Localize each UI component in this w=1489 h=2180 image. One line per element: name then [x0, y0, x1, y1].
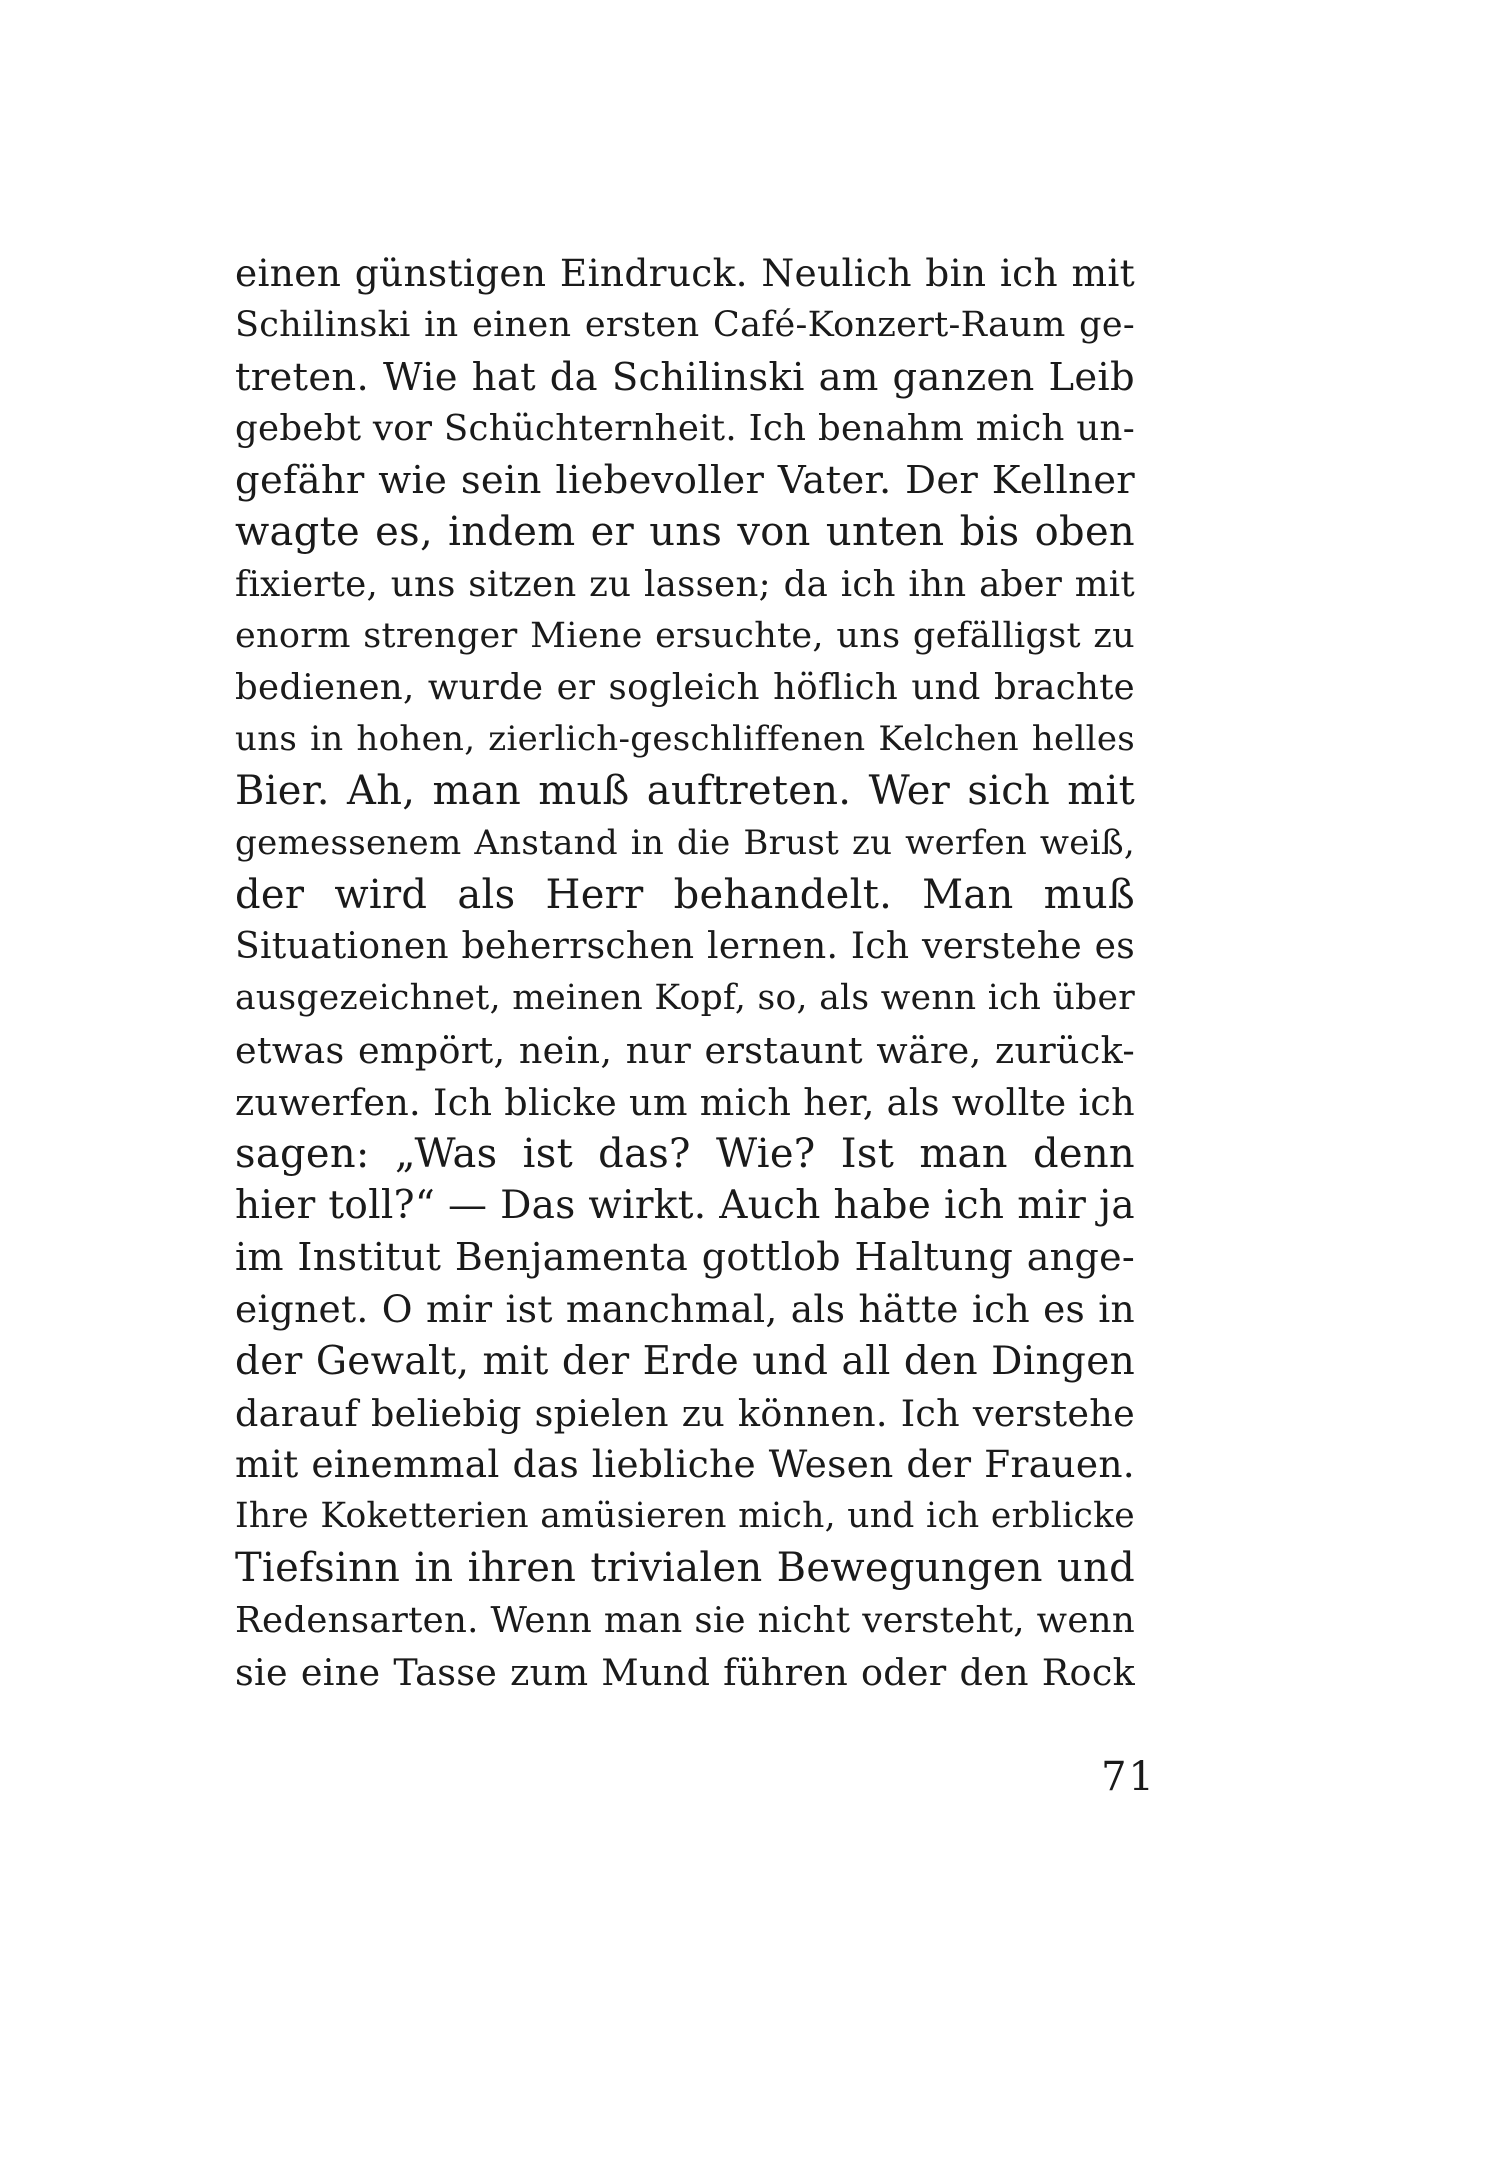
text-line: Tiefsinn in ihren trivialen Bewegungen und: [235, 1544, 1135, 1591]
text-line: enorm strenger Miene ersuchte, uns gefälligst zu: [235, 615, 1135, 656]
text-line: ausgezeichnet, meinen Kopf, so, als wenn ich über: [235, 978, 1135, 1019]
text-line: treten. Wie hat da Schilinski am ganzen Leib: [235, 354, 1135, 400]
text-line: eignet. O mir ist manchmal, als hätte ich es in: [235, 1286, 1135, 1331]
text-line: mit einemmal das liebliche Wesen der Frauen.: [235, 1442, 1135, 1487]
text-line: sie eine Tasse zum Mund führen oder den Rock: [235, 1650, 1135, 1694]
text-line: sagen: „Was ist das? Wie? Ist man denn: [235, 1130, 1135, 1177]
text-line: im Institut Benjamenta gottlob Haltung ange-: [235, 1235, 1135, 1280]
text-line: hier toll?“ — Das wirkt. Auch habe ich mir ja: [235, 1183, 1135, 1229]
text-line: bedienen, wurde er sogleich höflich und brachte: [235, 667, 1135, 709]
body-text: [235, 248, 1135, 1698]
text-line: gemessenem Anstand in die Brust zu werfen weiß,: [235, 822, 1135, 863]
text-line: gebebt vor Schüchternheit. Ich benahm mich un-: [235, 408, 1135, 450]
text-line: einen günstigen Eindruck. Neulich bin ich mit: [235, 251, 1135, 295]
text-line: Schilinski in einen ersten Café-Konzert-Raum ge-: [235, 304, 1135, 345]
text-line: der wird als Herr behandelt. Man muß: [235, 871, 1135, 918]
text-line: etwas empört, nein, nur erstaunt wäre, zurück-: [235, 1028, 1135, 1072]
page-number: 71: [1101, 1754, 1156, 1800]
text-line: der Gewalt, mit der Erde und all den Dingen: [235, 1338, 1135, 1384]
text-line: uns in hohen, zierlich-geschliffenen Kelchen helles: [235, 719, 1135, 760]
text-line: Bier. Ah, man muß auftreten. Wer sich mit: [235, 767, 1135, 814]
text-line: wagte es, indem er uns von unten bis oben: [235, 508, 1135, 555]
text-line: gefähr wie sein liebevoller Vater. Der Kellner: [235, 458, 1135, 504]
text-line: Ihre Koketterien amüsieren mich, und ich erblicke: [235, 1496, 1135, 1537]
text-line: Situationen beherrschen lernen. Ich verstehe es: [235, 926, 1135, 968]
text-line: zuwerfen. Ich blicke um mich her, als wollte ich: [235, 1080, 1135, 1124]
text-line: darauf beliebig spielen zu können. Ich verstehe: [235, 1391, 1135, 1435]
text-line: fixierte, uns sitzen zu lassen; da ich ihn aber mit: [235, 563, 1135, 605]
text-line: Redensarten. Wenn man sie nicht versteht, wenn: [235, 1599, 1135, 1641]
